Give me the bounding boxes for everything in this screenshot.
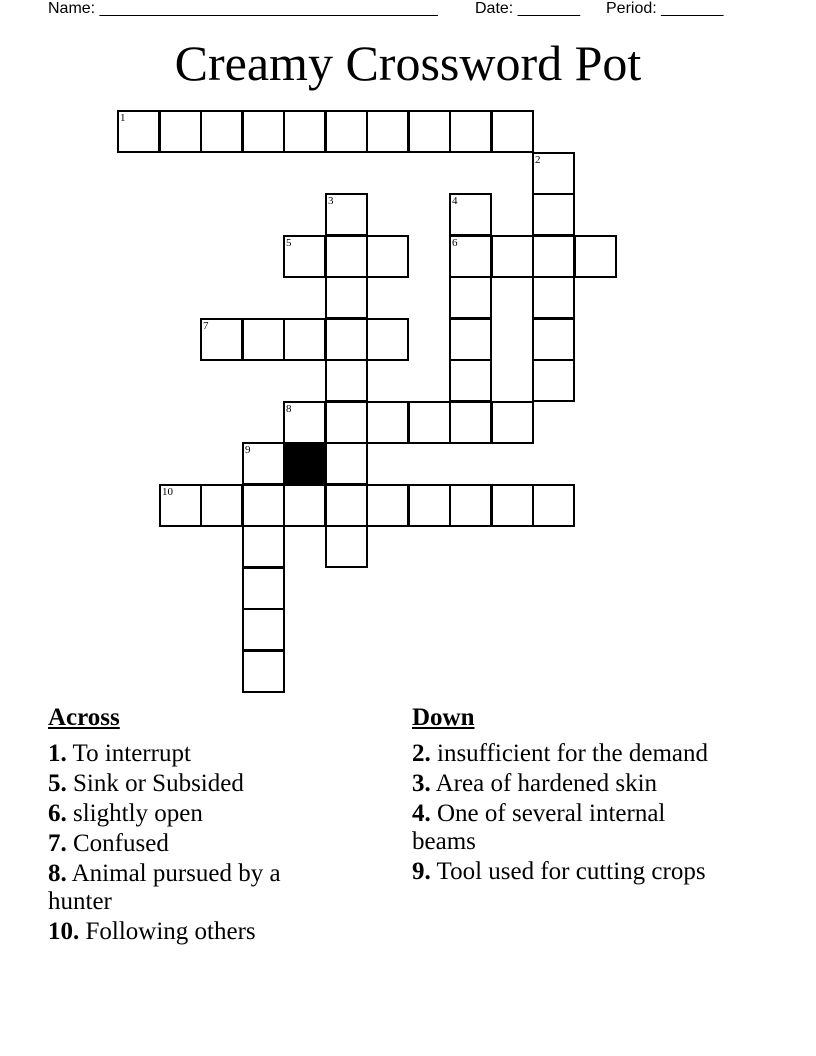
down-clue <box>412 770 732 798</box>
cell-number: 10 <box>162 486 173 498</box>
clue-text: Following others <box>79 918 256 945</box>
across-clue <box>48 770 348 798</box>
clue-number: 10. <box>48 918 80 945</box>
crossword-cell[interactable] <box>325 359 368 402</box>
crossword-cell[interactable] <box>366 484 409 527</box>
clue-number: 2. <box>412 740 431 767</box>
crossword-cell[interactable] <box>325 235 368 278</box>
clue-text: slightly open <box>66 800 203 827</box>
crossword-cell[interactable] <box>532 276 575 319</box>
cell-number: 8 <box>286 403 292 415</box>
clue-number: 1. <box>48 740 67 767</box>
crossword-cell[interactable] <box>449 235 492 278</box>
crossword-cell[interactable] <box>491 484 534 527</box>
student-info-header <box>48 0 748 20</box>
crossword-cell[interactable] <box>532 235 575 278</box>
clue-number: 5. <box>48 770 67 797</box>
crossword-cell[interactable] <box>325 484 368 527</box>
crossword-cell[interactable] <box>366 235 409 278</box>
clue-number: 7. <box>48 830 67 857</box>
across-clue <box>48 860 348 916</box>
across-clues <box>48 702 348 948</box>
crossword-cell[interactable] <box>532 193 575 236</box>
crossword-cell[interactable] <box>491 110 534 153</box>
crossword-cell[interactable] <box>325 318 368 361</box>
clue-text: Confused <box>66 830 169 857</box>
clue-text: One of several internal beams <box>412 800 666 855</box>
name-field-label: Name: ______________________________________ <box>48 0 438 17</box>
date-field-label: Date: _______ <box>475 0 580 17</box>
across-clue <box>48 740 348 768</box>
crossword-cell[interactable] <box>242 110 285 153</box>
crossword-cell[interactable] <box>117 110 160 153</box>
cell-number: 3 <box>328 195 334 207</box>
crossword-cell[interactable] <box>283 318 326 361</box>
crossword-cell[interactable] <box>242 525 285 568</box>
clue-number: 4. <box>412 800 431 827</box>
crossword-cell[interactable] <box>532 318 575 361</box>
across-clue <box>48 800 348 828</box>
crossword-cell[interactable] <box>283 401 326 444</box>
crossword-cell[interactable] <box>325 110 368 153</box>
clue-text: Sink or Subsided <box>66 770 244 797</box>
crossword-cell[interactable] <box>449 193 492 236</box>
crossword-cell[interactable] <box>242 567 285 610</box>
period-field-label: Period: _______ <box>606 0 724 17</box>
across-clue <box>48 918 348 946</box>
across-clue <box>48 830 348 858</box>
cell-number: 5 <box>286 237 292 249</box>
crossword-cell[interactable] <box>242 442 285 485</box>
crossword-cell[interactable] <box>242 484 285 527</box>
down-clue <box>412 800 732 856</box>
crossword-cell[interactable] <box>408 401 451 444</box>
crossword-cell[interactable] <box>366 110 409 153</box>
crossword-cell[interactable] <box>449 276 492 319</box>
crossword-cell[interactable] <box>283 110 326 153</box>
cell-number: 6 <box>452 237 458 249</box>
crossword-cell[interactable] <box>325 442 368 485</box>
crossword-cell[interactable] <box>325 401 368 444</box>
crossword-cell[interactable] <box>283 235 326 278</box>
crossword-cell[interactable] <box>449 401 492 444</box>
crossword-cell[interactable] <box>200 318 243 361</box>
crossword-cell[interactable] <box>325 276 368 319</box>
crossword-cell[interactable] <box>408 110 451 153</box>
crossword-cell[interactable] <box>325 193 368 236</box>
crossword-cell[interactable] <box>366 401 409 444</box>
crossword-cell[interactable] <box>532 152 575 195</box>
clue-text: Tool used for cutting crops <box>430 858 706 885</box>
clue-text: Area of hardened skin <box>430 770 658 797</box>
down-clue <box>412 858 732 886</box>
crossword-cell[interactable] <box>242 608 285 651</box>
crossword-cell[interactable] <box>325 525 368 568</box>
down-clue <box>412 740 732 768</box>
crossword-cell[interactable] <box>532 359 575 402</box>
crossword-cell[interactable] <box>491 401 534 444</box>
crossword-cell[interactable] <box>408 484 451 527</box>
cell-number: 4 <box>452 195 458 207</box>
cell-number: 2 <box>535 154 541 166</box>
cell-number: 9 <box>245 444 251 456</box>
cell-number: 7 <box>203 320 209 332</box>
clue-text: Animal pursued by a hunter <box>48 860 281 915</box>
crossword-cell[interactable] <box>449 484 492 527</box>
crossword-cell[interactable] <box>159 110 202 153</box>
crossword-cell[interactable] <box>242 650 285 693</box>
crossword-cell[interactable] <box>200 110 243 153</box>
crossword-cell[interactable] <box>574 235 617 278</box>
crossword-cell[interactable] <box>200 484 243 527</box>
crossword-cell[interactable] <box>449 110 492 153</box>
clue-number: 8. <box>48 860 67 887</box>
clue-text: insufficient for the demand <box>430 740 708 767</box>
clue-number: 9. <box>412 858 431 885</box>
clue-text: To interrupt <box>66 740 191 767</box>
crossword-cell[interactable] <box>159 484 202 527</box>
cell-number: 1 <box>120 112 126 124</box>
crossword-cell[interactable] <box>449 359 492 402</box>
crossword-cell[interactable] <box>366 318 409 361</box>
clue-number: 3. <box>412 770 431 797</box>
blocked-cell <box>283 442 326 485</box>
crossword-cell[interactable] <box>283 484 326 527</box>
crossword-cell[interactable] <box>449 318 492 361</box>
clue-number: 6. <box>48 800 67 827</box>
crossword-cell[interactable] <box>491 235 534 278</box>
crossword-cell[interactable] <box>532 484 575 527</box>
page-title: Creamy Crossword Pot <box>174 35 642 91</box>
across-heading: Across <box>48 704 120 731</box>
crossword-cell[interactable] <box>242 318 285 361</box>
down-heading: Down <box>412 704 475 731</box>
down-clues <box>412 702 732 888</box>
